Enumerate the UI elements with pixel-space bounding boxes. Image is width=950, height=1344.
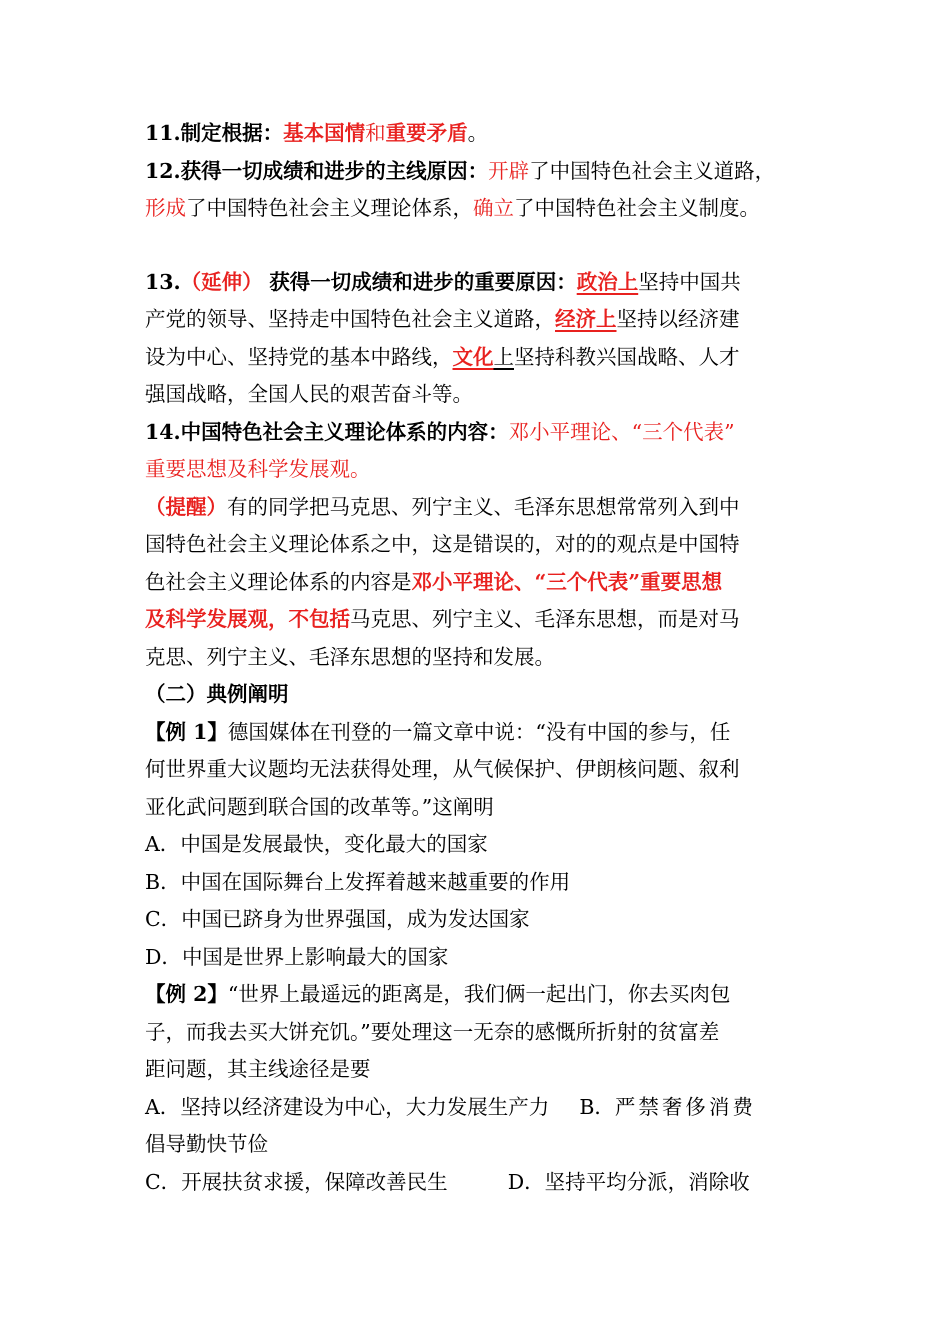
item-13-tag: （延伸） xyxy=(180,269,263,294)
reminder-text-5: 克思、列宁主义、毛泽东思想的坚持和发展。 xyxy=(145,644,555,669)
item-13-label: 获得一切成绩和进步的重要原因： xyxy=(269,269,577,294)
reminder-text-4: 马克思、列宁主义、毛泽东思想，而是对马 xyxy=(350,607,740,631)
reminder-line-1 xyxy=(145,489,825,527)
option-letter: A． xyxy=(145,832,181,856)
example-2-stem-2: 子，而我去买大饼充饥。”要处理这一无奈的感慨所折射的贫富差 xyxy=(145,1019,720,1044)
example-1-option-d xyxy=(145,939,825,977)
reminder-key-2: 及科学发展观，不包括 xyxy=(145,607,350,631)
example-2-option-a-b xyxy=(145,1089,825,1127)
reminder-text-2: 国特色社会主义理论体系之中，这是错误的，对的的观点是中国特 xyxy=(145,532,740,556)
example-1-stem-3: 亚化武问题到联合国的改革等。”这阐明 xyxy=(145,794,494,819)
blank-line xyxy=(145,228,825,264)
example-2-line-1 xyxy=(145,976,825,1014)
item-12-line-1 xyxy=(145,153,825,191)
example-2-line-3 xyxy=(145,1051,825,1089)
example-1-line-3 xyxy=(145,789,825,827)
item-11-value-2: 重要矛盾 xyxy=(385,121,468,145)
item-13-line-4 xyxy=(145,376,825,414)
example-1-stem-2: 何世界重大议题均无法获得处理，从气候保护、伊朗核问题、叙利 xyxy=(145,757,740,781)
item-12-text-1: 了中国特色社会主义道路， xyxy=(529,158,776,183)
option-text: 严禁奢侈消费 xyxy=(614,1094,756,1119)
reminder-line-4 xyxy=(145,601,825,639)
item-13-text-1b: 产党的领导、坚持走中国特色社会主义道路， xyxy=(145,307,555,331)
item-14-value-1: 邓小平理论、“三个代表” xyxy=(508,419,735,444)
reminder-line-5 xyxy=(145,639,825,677)
example-2-tag: 【例 2】 xyxy=(145,982,228,1006)
item-14-line-1 xyxy=(145,414,825,452)
example-1-stem-1: 德国媒体在刊登的一篇文章中说：“没有中国的参与，任 xyxy=(227,719,731,744)
option-text: 中国是发展最快，变化最大的国家 xyxy=(180,832,488,856)
item-13-line-2 xyxy=(145,301,825,339)
item-12-word-3: 确立 xyxy=(473,196,514,220)
item-13-text-3a: 坚持科教兴国战略、人才 xyxy=(514,344,740,369)
option-text: 中国是世界上影响最大的国家 xyxy=(181,944,449,969)
item-12-label: 获得一切成绩和进步的主线原因： xyxy=(180,158,489,183)
option-text: 开展扶贫求援，保障改善民生 xyxy=(181,1169,448,1194)
item-11-num: 11. xyxy=(145,121,181,145)
example-2-stem-3: 距问题，其主线途径是要 xyxy=(145,1057,371,1081)
section-heading xyxy=(145,676,825,714)
item-13-line-1 xyxy=(145,264,825,302)
item-14-value-2: 重要思想及科学发展观。 xyxy=(145,457,371,481)
item-12-text-2: 了中国特色社会主义理论体系， xyxy=(186,196,473,220)
item-12-text-3: 了中国特色社会主义制度。 xyxy=(514,196,760,220)
item-13-key-culture-suffix: 上 xyxy=(493,344,514,369)
option-letter: A． xyxy=(145,1094,181,1119)
example-1-option-c xyxy=(145,901,825,939)
section-title: （二）典例阐明 xyxy=(145,682,289,706)
option-letter: C． xyxy=(145,907,182,931)
item-13-text-2b: 设为中心、坚持党的基本中路线， xyxy=(145,344,453,369)
example-2-option-b-cont xyxy=(145,1126,825,1164)
item-11-label: 制定根据： xyxy=(180,121,284,145)
option-letter: C． xyxy=(145,1169,182,1194)
item-13-num: 13. xyxy=(145,269,181,294)
example-1-option-a xyxy=(145,826,825,864)
item-13-text-2a: 坚持以经济建 xyxy=(616,307,740,331)
option-letter: D． xyxy=(145,944,182,969)
item-13-line-3 xyxy=(145,339,825,377)
reminder-line-3 xyxy=(145,564,825,602)
option-text: 中国已跻身为世界强国，成为发达国家 xyxy=(181,907,530,931)
reminder-key-1: 邓小平理论、“三个代表”重要思想 xyxy=(411,569,723,594)
option-text-continued: 倡导勤快节俭 xyxy=(145,1132,268,1156)
option-text: 中国在国际舞台上发挥着越来越重要的作用 xyxy=(180,869,571,894)
option-text: 坚持以经济建设为中心，大力发展生产力 xyxy=(180,1094,550,1119)
item-11 xyxy=(145,115,825,153)
reminder-line-2 xyxy=(145,526,825,564)
item-13-text-1a: 坚持中国共 xyxy=(638,269,741,294)
item-12-line-2 xyxy=(145,190,825,228)
example-2-stem-1: “世界上最遥远的距离是，我们俩一起出门，你去买肉包 xyxy=(227,982,731,1006)
item-14-line-2 xyxy=(145,451,825,489)
item-13-text-3b: 强国战略，全国人民的艰苦奋斗等。 xyxy=(145,382,473,406)
item-13-key-culture: 文化 xyxy=(452,344,494,369)
item-11-and: 和 xyxy=(365,121,386,145)
option-letter: B． xyxy=(579,1094,615,1119)
item-13-key-politics: 政治上 xyxy=(576,269,639,294)
example-1-tag: 【例 1】 xyxy=(145,719,228,744)
document-page xyxy=(145,115,825,1201)
option-text: 坚持平均分派，消除收 xyxy=(544,1169,750,1194)
option-letter: B． xyxy=(145,869,181,894)
example-1-line-1 xyxy=(145,714,825,752)
item-11-end: 。 xyxy=(467,121,489,145)
reminder-text-3: 色社会主义理论体系的内容是 xyxy=(145,569,412,594)
item-12-word-2: 形成 xyxy=(145,196,186,220)
example-1-line-2 xyxy=(145,751,825,789)
reminder-text-1: 有的同学把马克思、列宁主义、毛泽东思想常常列入到中 xyxy=(227,494,740,519)
example-2-line-2 xyxy=(145,1014,825,1052)
item-11-value-1: 基本国情 xyxy=(283,121,366,145)
item-14-label: 14.中国特色社会主义理论体系的内容： xyxy=(145,419,509,444)
reminder-tag: （提醒） xyxy=(145,494,227,519)
option-letter: D． xyxy=(507,1169,545,1194)
item-12-num: 12. xyxy=(145,158,181,183)
example-1-option-b xyxy=(145,864,825,902)
item-12-word-1: 开辟 xyxy=(488,158,530,183)
item-13-key-economy: 经济上 xyxy=(555,307,617,331)
example-2-option-c-d xyxy=(145,1164,825,1202)
